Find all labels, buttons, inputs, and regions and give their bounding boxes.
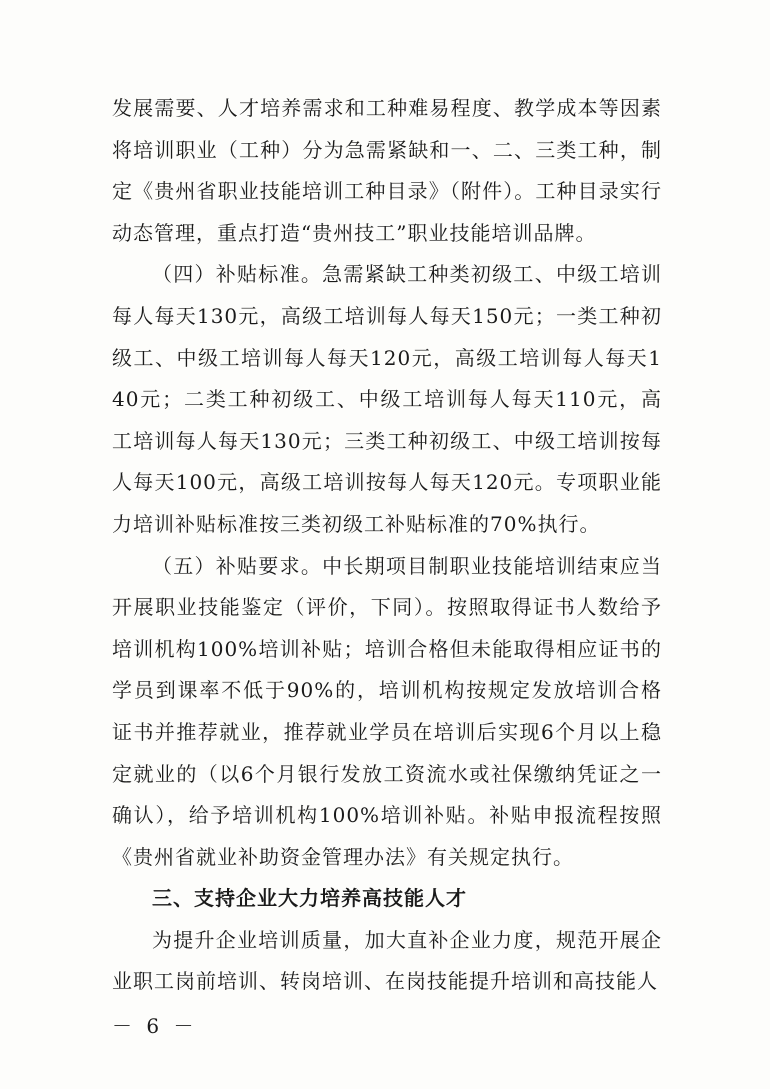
page-number: － 6 － <box>112 1014 198 1038</box>
section-heading: 三、支持企业大力培养高技能人才 <box>152 886 467 911</box>
paragraph-enterprise-training: 为提升企业培训质量，加大直补企业力度，规范开展企业职工岗前培训、转岗培训、在岗技能提升培训和高技能人 <box>112 927 662 994</box>
paragraph-subsidy-requirements: （五）补贴要求。中长期项目制职业技能培训结束应当开展职业技能鉴定（评价，下同）。按照取得证书人数给予培训机构100%培训补贴；培训合格但未能取得相应证书的学员到课率不低于90%的，培训机构按规定发放培训合格证书并推荐就业，推荐就业学员在培训后实现6个月以上稳定就业的（以6个月银行发放工资流水或社保缴纳凭证之一确认），给予培训机构100%培训补贴。补贴申报流程按照《贵州省就业补助资金管理办法》有关规定执行。 <box>112 553 662 869</box>
paragraph-continuation: 发展需要、人才培养需求和工种难易程度、教学成本等因素将培训职业（工种）分为急需紧缺和一、二、三类工种，制定《贵州省职业技能培训工种目录》（附件）。工种目录实行动态管理，重点打造“贵州技工”职业技能培训品牌。 <box>112 96 662 245</box>
paragraph-subsidy-standard: （四）补贴标准。急需紧缺工种类初级工、中级工培训每人每天130元，高级工培训每人每天150元；一类工种初级工、中级工培训每人每天120元，高级工培训每人每天140元；二类工种初级工、中级工培训每人每天110元，高工培训每人每天130元；三类工种初级工、中级工培训按每人每天100元，高级工培训按每人每天120元。专项职业能力培训补贴标准按三类初级工补贴标准的70%执行。 <box>112 262 662 536</box>
document-body <box>112 88 662 1003</box>
